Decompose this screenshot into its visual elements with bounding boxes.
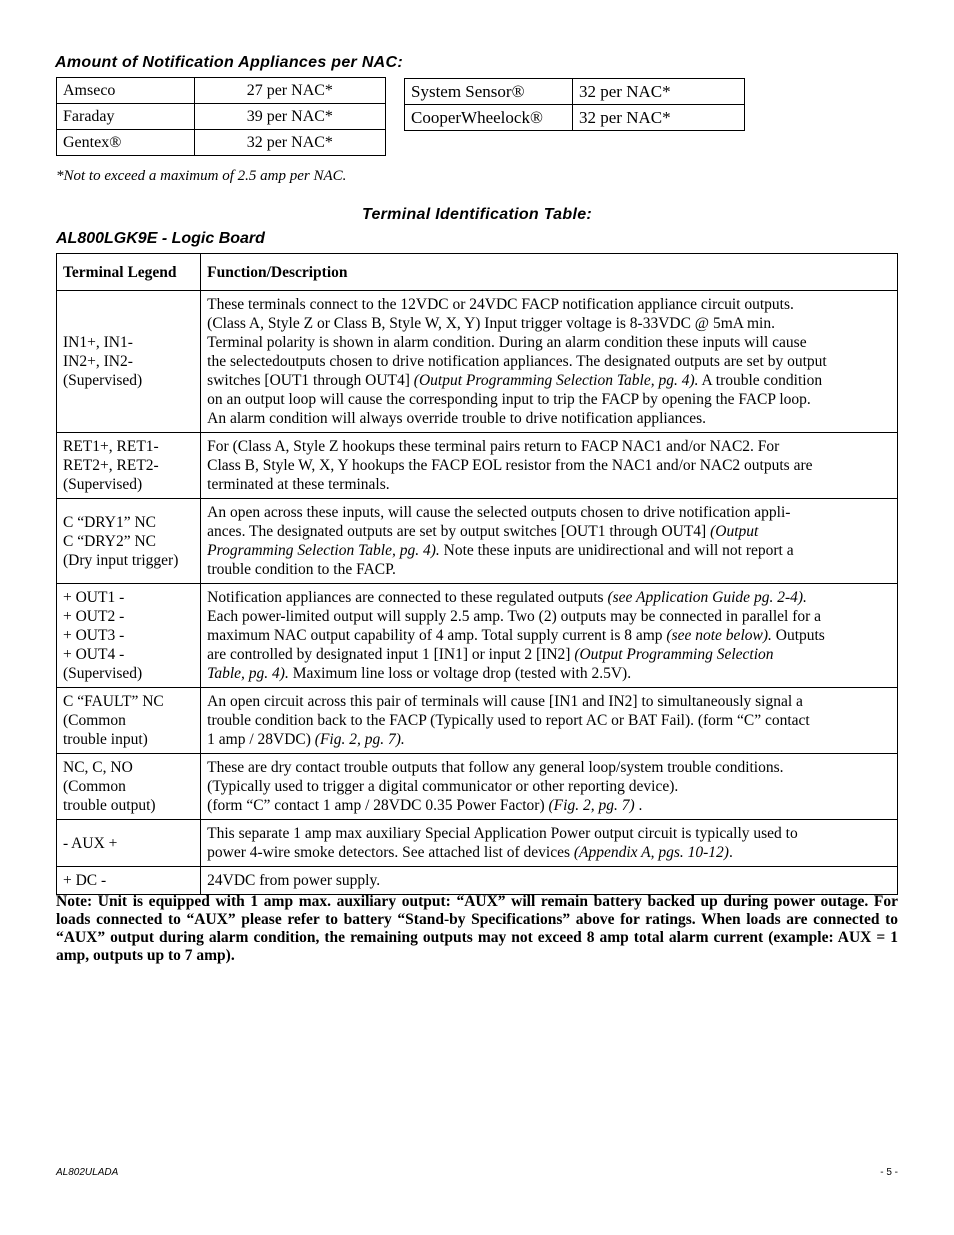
- table-row: [57, 291, 898, 433]
- table-row: [57, 584, 898, 688]
- description-reference: (Output: [710, 523, 759, 540]
- description-text: Each power-limited output will supply 2.5 amp. Two (2) outputs may be connected in parallel for a: [207, 608, 822, 625]
- legend-line: - AUX +: [63, 834, 118, 852]
- terminal-legend-cell: [57, 820, 201, 867]
- nac-table-right: [404, 78, 745, 131]
- description-text: trouble condition back to the FACP (Typically used to report AC or BAT Fail). (form “C” contact: [207, 712, 810, 729]
- brand-cell: Faraday: [57, 104, 195, 130]
- description-text: on an output loop will cause the corresponding input to trip the FACP by opening the FACP loop.: [207, 391, 811, 408]
- description-text: These are dry contact trouble outputs that follow any general loop/system trouble conditions.: [207, 759, 784, 776]
- description-line: [207, 503, 891, 522]
- legend-line: (Supervised): [63, 665, 143, 682]
- terminal-legend-cell: [57, 433, 201, 499]
- description-text: maximum NAC output capability of 4 amp. Total supply current is 8 amp: [207, 627, 667, 644]
- value-cell: 39 per NAC*: [194, 104, 385, 130]
- description-text: A trouble condition: [698, 372, 823, 389]
- header-legend: Terminal Legend: [57, 254, 201, 291]
- description-text: (Typically used to trigger a digital communicator or other reporting device).: [207, 778, 679, 795]
- description-text: For (Class A, Style Z hookups these terminal pairs return to FACP NAC1 and/or NAC2. For: [207, 438, 780, 455]
- description-text: Class B, Style W, X, Y hookups the FACP EOL resistor from the NAC1 and/or NAC2 outputs are: [207, 457, 813, 474]
- description-reference: (Appendix A, pgs. 10-12): [573, 844, 729, 861]
- terminal-description-cell: [201, 584, 898, 688]
- legend-line: + OUT2 -: [63, 608, 125, 625]
- description-line: [207, 409, 891, 428]
- legend-line: + OUT3 -: [63, 627, 125, 644]
- nac-heading: Amount of Notification Appliances per NAC:: [55, 54, 404, 71]
- description-text: (form “C” contact 1 amp / 28VDC 0.35 Power Factor): [207, 797, 549, 814]
- legend-line: RET2+, RET2-: [63, 457, 159, 474]
- description-line: [207, 390, 891, 409]
- description-text: ances. The designated outputs are set by output switches [OUT1 through OUT4]: [207, 523, 711, 540]
- description-reference: (see Application Guide pg. 2-4).: [607, 589, 807, 606]
- description-line: [207, 437, 891, 456]
- terminal-description-cell: [201, 754, 898, 820]
- description-line: [207, 796, 891, 815]
- description-reference: Table, pg. 4).: [207, 665, 289, 682]
- description-text: terminated at these terminals.: [207, 476, 390, 493]
- description-line: [207, 371, 891, 390]
- value-cell: 32 per NAC*: [194, 130, 385, 156]
- legend-line: RET1+, RET1-: [63, 438, 159, 455]
- brand-cell: CooperWheelock®: [405, 105, 573, 131]
- note-paragraph: Note: Unit is equipped with 1 amp max. auxiliary output: “AUX” will remain battery backed up during power outage. For loads connected to “AUX” please refer to battery “Stand-by Specifications” above for ratings. When loads are connected to “AUX” output during alarm condition, the remaining outputs may not exceed 8 amp total alarm current (example: AUX = 1 amp, outputs up to 7 amp).: [56, 893, 898, 964]
- description-line: [207, 333, 891, 352]
- description-text: Maximum line loss or voltage drop (tested with 2.5V).: [288, 665, 632, 682]
- table-header-row: [57, 254, 898, 291]
- legend-line: (Supervised): [63, 476, 143, 493]
- description-line: [207, 871, 891, 890]
- description-line: [207, 295, 891, 314]
- table-row: [405, 105, 745, 131]
- description-line: [207, 456, 891, 475]
- description-text: the selectedoutputs chosen to drive notification appliances. The designated outputs are set by output: [207, 353, 827, 370]
- description-text: are controlled by designated input 1 [IN1] or input 2 [IN2]: [207, 646, 575, 663]
- description-reference: (Fig. 2, pg. 7): [548, 797, 635, 814]
- table-row: [405, 79, 745, 105]
- table-row: [57, 130, 386, 156]
- nac-footnote: *Not to exceed a maximum of 2.5 amp per NAC.: [56, 168, 347, 184]
- description-line: [207, 588, 891, 607]
- legend-line: trouble input): [63, 731, 148, 748]
- legend-line: + OUT1 -: [63, 589, 125, 606]
- description-text: (Class A, Style Z or Class B, Style W, X, Y) Input trigger voltage is 8-33VDC @ 5mA min.: [207, 315, 775, 332]
- description-line: [207, 626, 891, 645]
- description-line: [207, 645, 891, 664]
- terminal-description-cell: [201, 499, 898, 584]
- description-text: 1 amp / 28VDC): [207, 731, 315, 748]
- legend-line: (Common: [63, 778, 126, 795]
- brand-cell: System Sensor®: [405, 79, 573, 105]
- table-row: [57, 78, 386, 104]
- description-line: [207, 560, 891, 579]
- description-line: [207, 352, 891, 371]
- description-text: .: [634, 797, 643, 814]
- description-reference: (Output Programming Selection: [574, 646, 774, 663]
- description-line: [207, 758, 891, 777]
- legend-line: C “FAULT” NC: [63, 693, 164, 710]
- terminal-heading: Terminal Identification Table:: [361, 206, 593, 223]
- terminal-legend-cell: [57, 688, 201, 754]
- terminal-table: [56, 253, 898, 895]
- nac-table-left: [56, 77, 386, 156]
- legend-line: C “DRY2” NC: [63, 532, 156, 550]
- description-line: [207, 824, 891, 843]
- description-line: [207, 843, 891, 862]
- description-line: [207, 522, 891, 541]
- description-text: switches [OUT1 through OUT4]: [207, 372, 414, 389]
- legend-line: C “DRY1” NC: [63, 513, 156, 531]
- description-reference: (see note below).: [666, 627, 772, 644]
- description-line: [207, 711, 891, 730]
- footer-doc-id: AL802ULADA: [56, 1167, 119, 1178]
- terminal-description-cell: [201, 433, 898, 499]
- terminal-description-cell: [201, 688, 898, 754]
- description-line: [207, 692, 891, 711]
- legend-line: (Common: [63, 712, 126, 729]
- table-row: [57, 867, 898, 895]
- legend-line: (Supervised): [63, 372, 143, 389]
- description-text: 24VDC from power supply.: [207, 872, 381, 889]
- brand-cell: Gentex®: [57, 130, 195, 156]
- description-line: [207, 777, 891, 796]
- legend-line: IN2+, IN2-: [63, 353, 133, 370]
- terminal-legend-cell: [57, 499, 201, 584]
- table-row: [57, 688, 898, 754]
- description-text: power 4-wire smoke detectors. See attached list of devices: [207, 844, 574, 861]
- terminal-legend-cell: [57, 584, 201, 688]
- footer-page-number: - 5 -: [880, 1167, 898, 1178]
- legend-line: + DC -: [63, 872, 107, 889]
- table-row: [57, 754, 898, 820]
- legend-line: IN1+, IN1-: [63, 334, 133, 351]
- legend-line: (Dry input trigger): [63, 551, 179, 569]
- terminal-description-cell: [201, 291, 898, 433]
- value-cell: 32 per NAC*: [573, 79, 745, 105]
- table-row: [57, 433, 898, 499]
- description-text: Note these inputs are unidirectional and will not report a: [439, 542, 794, 559]
- description-line: [207, 607, 891, 626]
- legend-line: trouble output): [63, 797, 156, 814]
- value-cell: 27 per NAC*: [194, 78, 385, 104]
- description-text: An alarm condition will always override trouble to drive notification appliances.: [207, 410, 707, 427]
- description-line: [207, 541, 891, 560]
- board-heading: AL800LGK9E - Logic Board: [56, 230, 265, 247]
- terminal-legend-cell: [57, 867, 201, 895]
- description-text: An open circuit across this pair of terminals will cause [IN1 and IN2] to simultaneously signal a: [207, 693, 803, 710]
- description-line: [207, 475, 891, 494]
- header-function: Function/Description: [201, 254, 898, 291]
- legend-line: NC, C, NO: [63, 759, 133, 776]
- brand-cell: Amseco: [57, 78, 195, 104]
- terminal-description-cell: [201, 867, 898, 895]
- description-line: [207, 730, 891, 749]
- description-line: [207, 664, 891, 683]
- table-row: [57, 104, 386, 130]
- legend-line: + OUT4 -: [63, 646, 125, 663]
- description-text: This separate 1 amp max auxiliary Special Application Power output circuit is typically used to: [207, 825, 798, 842]
- description-text: Outputs: [771, 627, 825, 644]
- table-row: [57, 499, 898, 584]
- terminal-description-cell: [201, 820, 898, 867]
- description-reference: (Output Programming Selection Table, pg. 4).: [413, 372, 699, 389]
- description-text: These terminals connect to the 12VDC or 24VDC FACP notification appliance circuit outputs.: [207, 296, 794, 313]
- description-text: Terminal polarity is shown in alarm condition. During an alarm condition these inputs will cause: [207, 334, 807, 351]
- description-text: .: [728, 844, 733, 861]
- terminal-legend-cell: [57, 754, 201, 820]
- description-line: [207, 314, 891, 333]
- value-cell: 32 per NAC*: [573, 105, 745, 131]
- table-row: [57, 820, 898, 867]
- description-text: Notification appliances are connected to these regulated outputs: [207, 589, 608, 606]
- description-text: trouble condition to the FACP.: [207, 561, 396, 578]
- terminal-legend-cell: [57, 291, 201, 433]
- description-reference: (Fig. 2, pg. 7).: [314, 731, 405, 748]
- description-reference: Programming Selection Table, pg. 4).: [207, 542, 440, 559]
- description-text: An open across these inputs, will cause the selected outputs chosen to drive notification appli-: [207, 504, 791, 521]
